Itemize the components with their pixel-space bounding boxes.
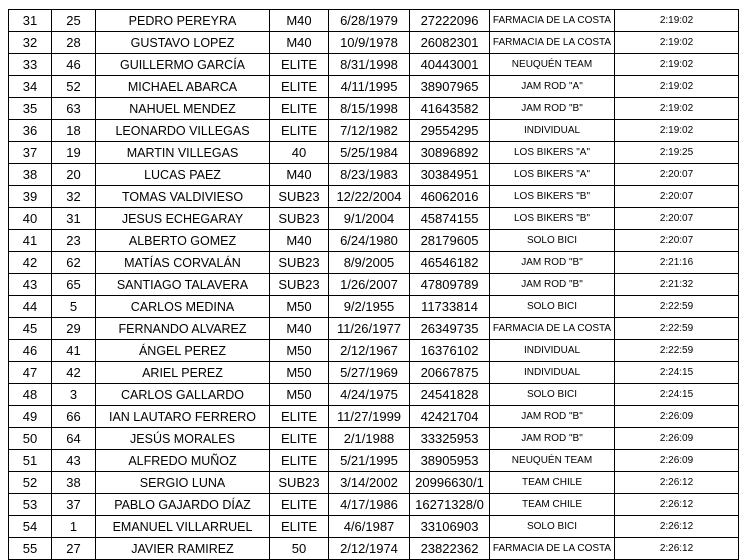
rider-name-cell: EMANUEL VILLARRUEL xyxy=(96,516,270,538)
position-cell: 52 xyxy=(9,472,52,494)
category-cell: M50 xyxy=(270,384,329,406)
id-number-cell: 23822362 xyxy=(410,538,490,560)
id-number-cell: 16271328/0 xyxy=(410,494,490,516)
id-number-cell: 16376102 xyxy=(410,340,490,362)
time-cell: 2:21:16 xyxy=(615,252,739,274)
category-cell: ELITE xyxy=(270,494,329,516)
category-cell: M40 xyxy=(270,164,329,186)
table-row xyxy=(9,274,739,296)
team-cell: LOS BIKERS "A" xyxy=(490,164,615,186)
birth-date-cell: 9/2/1955 xyxy=(329,296,410,318)
category-cell: ELITE xyxy=(270,98,329,120)
team-cell: INDIVIDUAL xyxy=(490,340,615,362)
bib-number-cell: 31 xyxy=(52,208,96,230)
position-cell: 38 xyxy=(9,164,52,186)
rider-name-cell: GUSTAVO LOPEZ xyxy=(96,32,270,54)
id-number-cell: 38907965 xyxy=(410,76,490,98)
team-cell: JAM ROD "B" xyxy=(490,98,615,120)
position-cell: 37 xyxy=(9,142,52,164)
position-cell: 39 xyxy=(9,186,52,208)
rider-name-cell: ALBERTO GOMEZ xyxy=(96,230,270,252)
rider-name-cell: JESUS ECHEGARAY xyxy=(96,208,270,230)
time-cell: 2:20:07 xyxy=(615,186,739,208)
rider-name-cell: SANTIAGO TALAVERA xyxy=(96,274,270,296)
bib-number-cell: 65 xyxy=(52,274,96,296)
id-number-cell: 20996630/1 xyxy=(410,472,490,494)
category-cell: 50 xyxy=(270,538,329,560)
team-cell: LOS BIKERS "A" xyxy=(490,142,615,164)
bib-number-cell: 37 xyxy=(52,494,96,516)
team-cell: JAM ROD "A" xyxy=(490,76,615,98)
table-row xyxy=(9,428,739,450)
team-cell: JAM ROD "B" xyxy=(490,252,615,274)
bib-number-cell: 63 xyxy=(52,98,96,120)
rider-name-cell: PABLO GAJARDO DÍAZ xyxy=(96,494,270,516)
id-number-cell: 42421704 xyxy=(410,406,490,428)
time-cell: 2:20:07 xyxy=(615,208,739,230)
rider-name-cell: ARIEL PEREZ xyxy=(96,362,270,384)
team-cell: SOLO BICI xyxy=(490,230,615,252)
bib-number-cell: 3 xyxy=(52,384,96,406)
team-cell: JAM ROD "B" xyxy=(490,406,615,428)
position-cell: 33 xyxy=(9,54,52,76)
table-row xyxy=(9,208,739,230)
rider-name-cell: JESÚS MORALES xyxy=(96,428,270,450)
time-cell: 2:19:02 xyxy=(615,54,739,76)
table-row xyxy=(9,516,739,538)
birth-date-cell: 2/1/1988 xyxy=(329,428,410,450)
birth-date-cell: 6/24/1980 xyxy=(329,230,410,252)
category-cell: M50 xyxy=(270,362,329,384)
time-cell: 2:20:07 xyxy=(615,230,739,252)
bib-number-cell: 42 xyxy=(52,362,96,384)
table-row xyxy=(9,76,739,98)
birth-date-cell: 8/9/2005 xyxy=(329,252,410,274)
category-cell: ELITE xyxy=(270,516,329,538)
position-cell: 35 xyxy=(9,98,52,120)
birth-date-cell: 4/6/1987 xyxy=(329,516,410,538)
rider-name-cell: FERNANDO ALVAREZ xyxy=(96,318,270,340)
team-cell: SOLO BICI xyxy=(490,384,615,406)
category-cell: SUB23 xyxy=(270,274,329,296)
id-number-cell: 33106903 xyxy=(410,516,490,538)
time-cell: 2:19:02 xyxy=(615,120,739,142)
time-cell: 2:22:59 xyxy=(615,296,739,318)
category-cell: 40 xyxy=(270,142,329,164)
bib-number-cell: 28 xyxy=(52,32,96,54)
rider-name-cell: MATÍAS CORVALÁN xyxy=(96,252,270,274)
team-cell: JAM ROD "B" xyxy=(490,428,615,450)
bib-number-cell: 19 xyxy=(52,142,96,164)
bib-number-cell: 62 xyxy=(52,252,96,274)
birth-date-cell: 2/12/1974 xyxy=(329,538,410,560)
table-row xyxy=(9,362,739,384)
id-number-cell: 38905953 xyxy=(410,450,490,472)
id-number-cell: 26349735 xyxy=(410,318,490,340)
birth-date-cell: 4/24/1975 xyxy=(329,384,410,406)
bib-number-cell: 38 xyxy=(52,472,96,494)
team-cell: FARMACIA DE LA COSTA xyxy=(490,10,615,32)
time-cell: 2:22:59 xyxy=(615,340,739,362)
rider-name-cell: MICHAEL ABARCA xyxy=(96,76,270,98)
category-cell: SUB23 xyxy=(270,252,329,274)
birth-date-cell: 1/26/2007 xyxy=(329,274,410,296)
position-cell: 44 xyxy=(9,296,52,318)
team-cell: INDIVIDUAL xyxy=(490,120,615,142)
category-cell: M40 xyxy=(270,10,329,32)
category-cell: ELITE xyxy=(270,428,329,450)
rider-name-cell: LEONARDO VILLEGAS xyxy=(96,120,270,142)
time-cell: 2:26:12 xyxy=(615,494,739,516)
time-cell: 2:26:12 xyxy=(615,538,739,560)
category-cell: ELITE xyxy=(270,450,329,472)
team-cell: FARMACIA DE LA COSTA xyxy=(490,318,615,340)
bib-number-cell: 23 xyxy=(52,230,96,252)
rider-name-cell: SERGIO LUNA xyxy=(96,472,270,494)
position-cell: 54 xyxy=(9,516,52,538)
birth-date-cell: 6/28/1979 xyxy=(329,10,410,32)
time-cell: 2:26:12 xyxy=(615,516,739,538)
category-cell: SUB23 xyxy=(270,186,329,208)
table-row xyxy=(9,538,739,560)
time-cell: 2:20:07 xyxy=(615,164,739,186)
time-cell: 2:22:59 xyxy=(615,318,739,340)
id-number-cell: 27222096 xyxy=(410,10,490,32)
position-cell: 40 xyxy=(9,208,52,230)
id-number-cell: 41643582 xyxy=(410,98,490,120)
bib-number-cell: 20 xyxy=(52,164,96,186)
category-cell: SUB23 xyxy=(270,472,329,494)
table-row xyxy=(9,98,739,120)
position-cell: 50 xyxy=(9,428,52,450)
position-cell: 43 xyxy=(9,274,52,296)
team-cell: TEAM CHILE xyxy=(490,494,615,516)
bib-number-cell: 46 xyxy=(52,54,96,76)
id-number-cell: 11733814 xyxy=(410,296,490,318)
id-number-cell: 28179605 xyxy=(410,230,490,252)
table-row xyxy=(9,318,739,340)
id-number-cell: 29554295 xyxy=(410,120,490,142)
table-row xyxy=(9,340,739,362)
id-number-cell: 40443001 xyxy=(410,54,490,76)
team-cell: SOLO BICI xyxy=(490,516,615,538)
team-cell: FARMACIA DE LA COSTA xyxy=(490,32,615,54)
time-cell: 2:26:09 xyxy=(615,428,739,450)
birth-date-cell: 5/25/1984 xyxy=(329,142,410,164)
position-cell: 36 xyxy=(9,120,52,142)
category-cell: ELITE xyxy=(270,406,329,428)
rider-name-cell: ALFREDO MUÑOZ xyxy=(96,450,270,472)
table-row xyxy=(9,32,739,54)
id-number-cell: 26082301 xyxy=(410,32,490,54)
birth-date-cell: 2/12/1967 xyxy=(329,340,410,362)
rider-name-cell: IAN LAUTARO FERRERO xyxy=(96,406,270,428)
table-row xyxy=(9,186,739,208)
results-body xyxy=(9,10,739,560)
position-cell: 31 xyxy=(9,10,52,32)
team-cell: NEUQUÉN TEAM xyxy=(490,54,615,76)
id-number-cell: 24541828 xyxy=(410,384,490,406)
birth-date-cell: 8/31/1998 xyxy=(329,54,410,76)
bib-number-cell: 29 xyxy=(52,318,96,340)
rider-name-cell: PEDRO PEREYRA xyxy=(96,10,270,32)
position-cell: 51 xyxy=(9,450,52,472)
position-cell: 32 xyxy=(9,32,52,54)
birth-date-cell: 11/27/1999 xyxy=(329,406,410,428)
team-cell: SOLO BICI xyxy=(490,296,615,318)
category-cell: ELITE xyxy=(270,54,329,76)
id-number-cell: 47809789 xyxy=(410,274,490,296)
time-cell: 2:26:12 xyxy=(615,472,739,494)
team-cell: FARMACIA DE LA COSTA xyxy=(490,538,615,560)
time-cell: 2:19:02 xyxy=(615,76,739,98)
table-row xyxy=(9,10,739,32)
category-cell: M50 xyxy=(270,340,329,362)
time-cell: 2:24:15 xyxy=(615,362,739,384)
position-cell: 41 xyxy=(9,230,52,252)
team-cell: JAM ROD "B" xyxy=(490,274,615,296)
rider-name-cell: LUCAS PAEZ xyxy=(96,164,270,186)
birth-date-cell: 10/9/1978 xyxy=(329,32,410,54)
rider-name-cell: GUILLERMO GARCÍA xyxy=(96,54,270,76)
table-row xyxy=(9,296,739,318)
position-cell: 42 xyxy=(9,252,52,274)
position-cell: 34 xyxy=(9,76,52,98)
birth-date-cell: 4/11/1995 xyxy=(329,76,410,98)
id-number-cell: 30896892 xyxy=(410,142,490,164)
category-cell: ELITE xyxy=(270,120,329,142)
table-row xyxy=(9,230,739,252)
id-number-cell: 30384951 xyxy=(410,164,490,186)
bib-number-cell: 27 xyxy=(52,538,96,560)
table-row xyxy=(9,252,739,274)
bib-number-cell: 41 xyxy=(52,340,96,362)
id-number-cell: 33325953 xyxy=(410,428,490,450)
category-cell: M40 xyxy=(270,230,329,252)
table-row xyxy=(9,384,739,406)
time-cell: 2:19:02 xyxy=(615,10,739,32)
bib-number-cell: 18 xyxy=(52,120,96,142)
position-cell: 48 xyxy=(9,384,52,406)
bib-number-cell: 64 xyxy=(52,428,96,450)
category-cell: SUB23 xyxy=(270,208,329,230)
position-cell: 47 xyxy=(9,362,52,384)
id-number-cell: 45874155 xyxy=(410,208,490,230)
time-cell: 2:21:32 xyxy=(615,274,739,296)
time-cell: 2:26:09 xyxy=(615,450,739,472)
time-cell: 2:19:25 xyxy=(615,142,739,164)
bib-number-cell: 1 xyxy=(52,516,96,538)
table-row xyxy=(9,120,739,142)
category-cell: M40 xyxy=(270,318,329,340)
team-cell: INDIVIDUAL xyxy=(490,362,615,384)
position-cell: 45 xyxy=(9,318,52,340)
team-cell: LOS BIKERS "B" xyxy=(490,208,615,230)
table-row xyxy=(9,142,739,164)
position-cell: 55 xyxy=(9,538,52,560)
table-row xyxy=(9,406,739,428)
id-number-cell: 46062016 xyxy=(410,186,490,208)
table-row xyxy=(9,54,739,76)
time-cell: 2:19:02 xyxy=(615,98,739,120)
rider-name-cell: ÁNGEL PEREZ xyxy=(96,340,270,362)
time-cell: 2:26:09 xyxy=(615,406,739,428)
rider-name-cell: CARLOS MEDINA xyxy=(96,296,270,318)
rider-name-cell: CARLOS GALLARDO xyxy=(96,384,270,406)
id-number-cell: 20667875 xyxy=(410,362,490,384)
rider-name-cell: TOMAS VALDIVIESO xyxy=(96,186,270,208)
bib-number-cell: 43 xyxy=(52,450,96,472)
rider-name-cell: MARTIN VILLEGAS xyxy=(96,142,270,164)
bib-number-cell: 66 xyxy=(52,406,96,428)
birth-date-cell: 9/1/2004 xyxy=(329,208,410,230)
table-row xyxy=(9,472,739,494)
birth-date-cell: 11/26/1977 xyxy=(329,318,410,340)
rider-name-cell: NAHUEL MENDEZ xyxy=(96,98,270,120)
position-cell: 49 xyxy=(9,406,52,428)
bib-number-cell: 5 xyxy=(52,296,96,318)
birth-date-cell: 5/21/1995 xyxy=(329,450,410,472)
position-cell: 46 xyxy=(9,340,52,362)
position-cell: 53 xyxy=(9,494,52,516)
birth-date-cell: 7/12/1982 xyxy=(329,120,410,142)
table-row xyxy=(9,164,739,186)
birth-date-cell: 4/17/1986 xyxy=(329,494,410,516)
birth-date-cell: 12/22/2004 xyxy=(329,186,410,208)
team-cell: TEAM CHILE xyxy=(490,472,615,494)
rider-name-cell: JAVIER RAMIREZ xyxy=(96,538,270,560)
category-cell: ELITE xyxy=(270,76,329,98)
team-cell: LOS BIKERS "B" xyxy=(490,186,615,208)
table-row xyxy=(9,494,739,516)
birth-date-cell: 3/14/2002 xyxy=(329,472,410,494)
bib-number-cell: 32 xyxy=(52,186,96,208)
team-cell: NEUQUÉN TEAM xyxy=(490,450,615,472)
time-cell: 2:19:02 xyxy=(615,32,739,54)
birth-date-cell: 8/23/1983 xyxy=(329,164,410,186)
birth-date-cell: 5/27/1969 xyxy=(329,362,410,384)
table-row xyxy=(9,450,739,472)
category-cell: M40 xyxy=(270,32,329,54)
category-cell: M50 xyxy=(270,296,329,318)
bib-number-cell: 52 xyxy=(52,76,96,98)
bib-number-cell: 25 xyxy=(52,10,96,32)
birth-date-cell: 8/15/1998 xyxy=(329,98,410,120)
results-table xyxy=(8,9,739,560)
id-number-cell: 46546182 xyxy=(410,252,490,274)
time-cell: 2:24:15 xyxy=(615,384,739,406)
